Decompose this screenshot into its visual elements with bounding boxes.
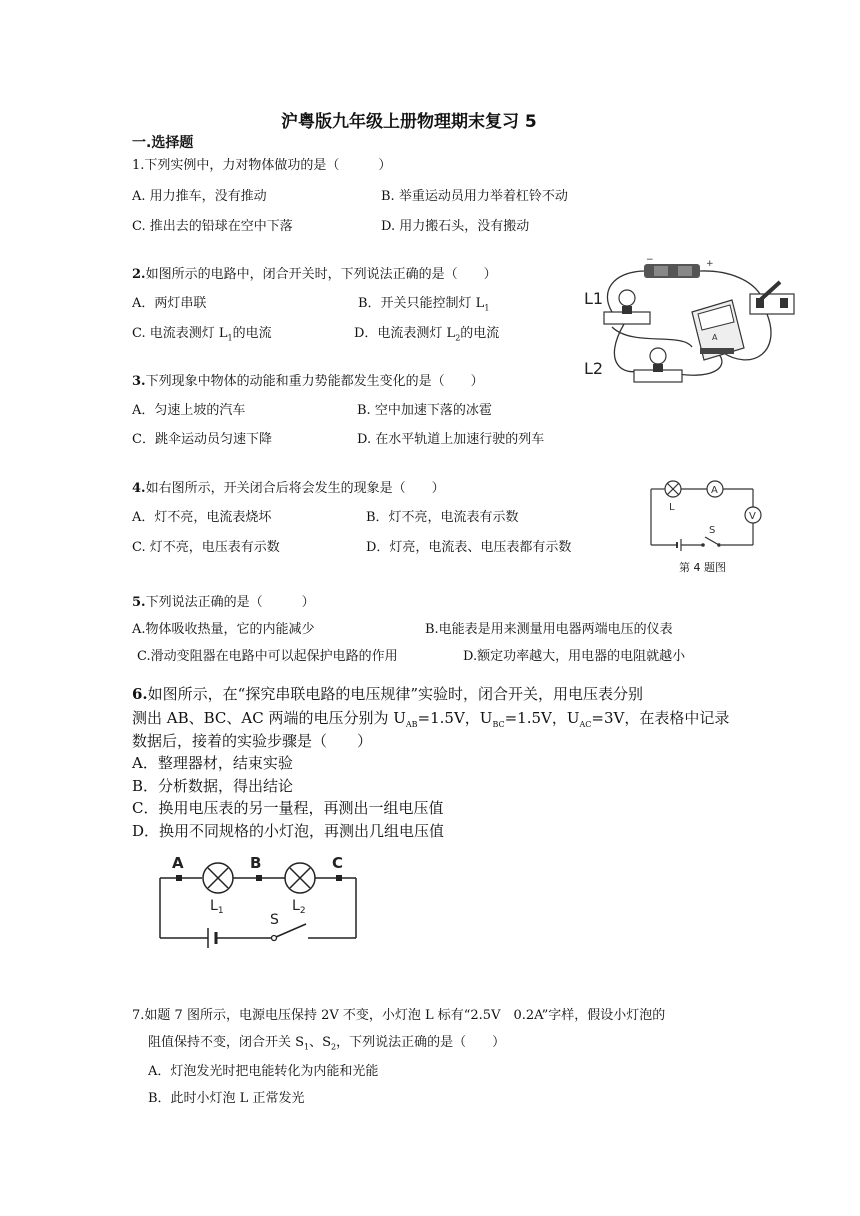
q6-line-3: 数据后，接着的实验步骤是（ ） <box>132 732 373 750</box>
bulb-l1-icon <box>619 290 635 306</box>
page-title: 沪粤版九年级上册物理期末复习 5 <box>281 112 537 132</box>
fig4-switch-label: S <box>709 525 716 536</box>
svg-text:A: A <box>712 333 718 342</box>
q5-option-a: A.物体吸收热量，它的内能减少 <box>132 622 315 637</box>
q5-stem: 5.下列说法正确的是（ ） <box>132 595 315 610</box>
q4-option-b: B．灯不亮，电流表有示数 <box>366 510 519 525</box>
fig4-voltmeter-label: V <box>749 511 756 522</box>
fig6-label-l2: $L_2$ <box>292 898 306 916</box>
q6-option-b: B．分析数据，得出结论 <box>132 777 294 795</box>
fig6-label-b: B <box>250 854 262 872</box>
q1-option-d: D. 用力搬石头，没有搬动 <box>381 219 530 234</box>
q3-stem: 3.下列现象中物体的动能和重力势能都发生变化的是（ ） <box>132 374 484 389</box>
q4-option-c: C. 灯不亮，电压表有示数 <box>132 540 280 555</box>
q7-line-2: 阻值保持不变，闭合开关 $S_1$、$S_2$，下列说法正确的是（ ） <box>148 1035 506 1052</box>
svg-text:+: + <box>706 259 714 269</box>
q6-line-1: 6.如图所示，在“探究串联电路的电压规律”实验时，闭合开关，用电压表分别 <box>132 685 644 703</box>
q7-option-b: B．此时小灯泡 L 正常发光 <box>148 1091 305 1106</box>
q6-circuit-figure <box>150 850 370 950</box>
q4-stem: 4.如右图所示，开关闭合后将会发生的现象是（ ） <box>132 481 445 496</box>
q4-circuit-figure <box>643 477 769 553</box>
fig-label-l1: L1 <box>584 289 604 308</box>
q4-option-a: A．灯不亮，电流表烧坏 <box>132 510 272 525</box>
q2-option-a: A．两灯串联 <box>132 296 207 311</box>
q5-option-d: D.额定功率越大，用电器的电阻就越小 <box>463 649 686 664</box>
section-heading: 一.选择题 <box>132 135 194 151</box>
fig6-label-c: C <box>332 854 344 872</box>
q3-option-a: A．匀速上坡的汽车 <box>132 403 246 418</box>
q3-option-c: C．跳伞运动员匀速下降 <box>132 432 272 447</box>
q4-option-d: D．灯亮，电流表、电压表都有示数 <box>366 540 572 555</box>
q5-option-b: B.电能表是用来测量用电器两端电压的仪表 <box>425 622 673 637</box>
q6-line-2: 测出 AB、BC、AC 两端的电压分别为 $U_{AB}=1.5V$，$U_{BC}=1.5V$，$U_{AC}=3V$，在表格中记录 <box>132 709 730 729</box>
fig-label-l2: L2 <box>584 359 604 378</box>
q2-option-c: C. 电流表测灯 $L_1$的电流 <box>132 326 272 343</box>
q1-option-b: B. 举重运动员用力举着杠铃不动 <box>381 189 568 204</box>
switch-symbol-icon <box>705 537 719 545</box>
q3-option-b: B. 空中加速下落的冰雹 <box>357 403 492 418</box>
fig6-label-s: S <box>270 912 279 928</box>
q3-option-d: D. 在水平轨道上加速行驶的列车 <box>357 432 545 447</box>
fig6-label-l1: $L_1$ <box>210 898 224 916</box>
q2-circuit-figure <box>582 252 800 400</box>
bulb-l2-icon <box>650 348 666 364</box>
q2-text: 如图所示的电路中，闭合开关时，下列说法正确的是（ ） <box>145 267 497 282</box>
q6-option-a: A．整理器材，结束实验 <box>132 754 293 772</box>
q1-option-a: A. 用力推车，没有推动 <box>132 189 267 204</box>
q2-stem <box>132 263 497 282</box>
fig4-ammeter-label: A <box>711 485 718 496</box>
q2-option-b: B．开关只能控制灯 $L_1$ <box>358 296 490 313</box>
q7-option-a: A．灯泡发光时把电能转化为内能和光能 <box>148 1064 379 1079</box>
q2-option-d: D．电流表测灯 $L_2$的电流 <box>354 326 500 343</box>
q5-option-c: C.滑动变阻器在电路中可以起保护电路的作用 <box>137 649 398 664</box>
q1-option-c: C. 推出去的铅球在空中下落 <box>132 219 293 234</box>
q4-figure-caption: 第 4 题图 <box>679 561 726 574</box>
fig4-lamp-label: L <box>669 502 675 513</box>
q6-option-c: C．换用电压表的另一量程，再测出一组电压值 <box>132 799 444 817</box>
q1-stem: 1.下列实例中，力对物体做功的是（ ） <box>132 158 392 173</box>
svg-text:−: − <box>646 255 654 265</box>
q7-line-1: 7.如题 7 图所示，电源电压保持 2V 不变，小灯泡 L 标有“2.5V 0.2A”字样，假设小灯泡的 <box>132 1008 666 1023</box>
q6-option-d: D．换用不同规格的小灯泡，再测出几组电压值 <box>132 822 445 840</box>
fig6-switch-icon <box>276 924 306 937</box>
q2-number: 2. <box>132 267 146 282</box>
fig6-label-a: A <box>172 854 184 872</box>
